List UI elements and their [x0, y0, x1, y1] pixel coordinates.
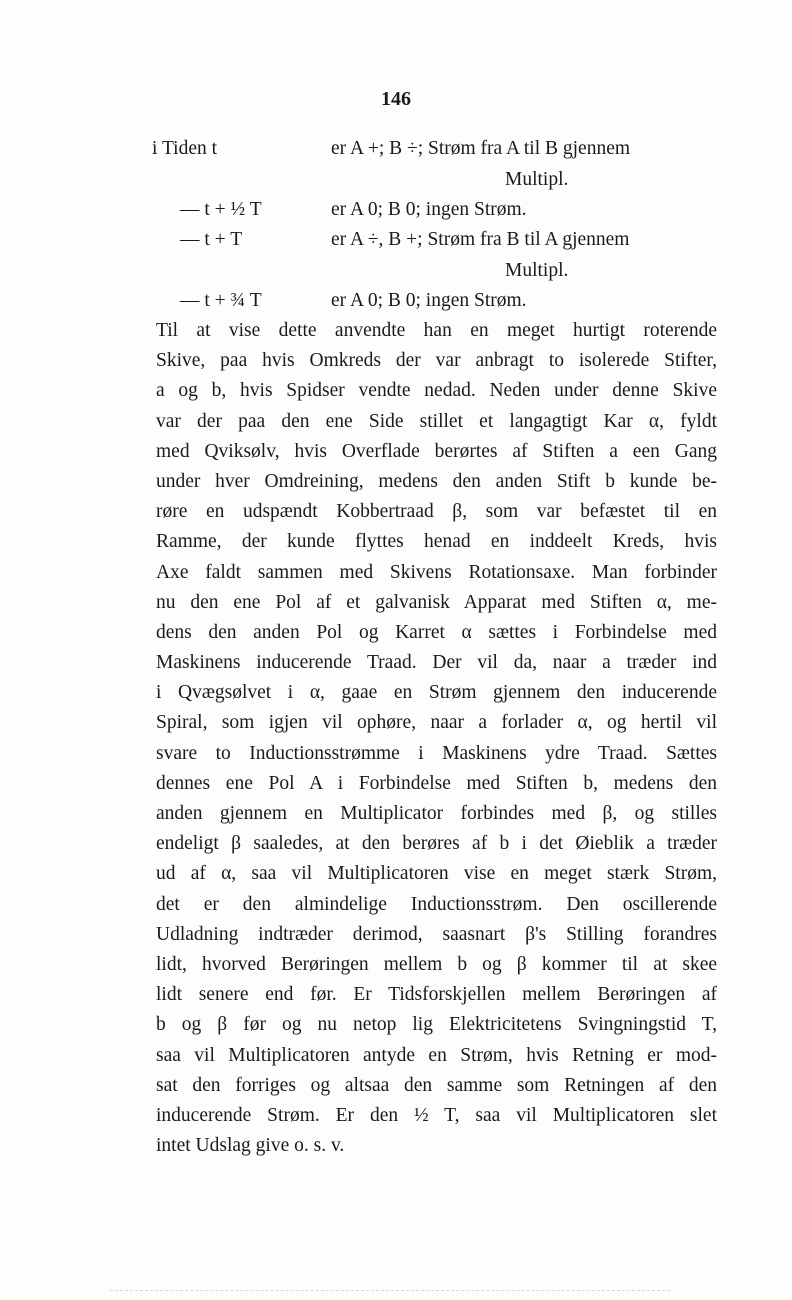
paragraph-line: Spiral, som igjen vil ophøre, naar a forlader α, og hertil vil: [156, 712, 717, 734]
table-row-1-rest: er A +; B ÷; Strøm fra A til B gjennem: [331, 138, 631, 159]
table-row-4-prefix: — t + T: [180, 229, 243, 250]
paragraph-line: var der paa den ene Side stillet et langagtigt Kar α, fyldt: [156, 410, 717, 432]
table-row-6-prefix: — t + ¾ T: [180, 290, 262, 311]
paragraph-line: det er den almindelige Inductionsstrøm. Den oscillerende: [156, 893, 717, 915]
table-row-1-prefix: i Tiden t: [152, 138, 218, 159]
paragraph-line: med Qviksølv, hvis Overflade berørtes af Stiften a een Gang: [156, 440, 717, 462]
table-row-3-prefix: — t + ½ T: [180, 199, 262, 220]
paragraph-line: anden gjennem en Multiplicator forbindes med β, og stilles: [156, 803, 717, 824]
paragraph-line: under hver Omdreining, medens den anden Stift b kunde be-: [156, 470, 717, 492]
paragraph-line: lidt, hvorved Berøringen mellem b og β kommer til at skee: [156, 953, 717, 975]
paragraph-line: sat den forriges og altsaa den samme som Retningen af den: [156, 1074, 717, 1096]
paragraph: [156, 316, 717, 1161]
paragraph-line: røre en udspændt Kobbertraad β, som var befæstet til en: [156, 501, 717, 523]
table-row-3-rest: er A 0; B 0; ingen Strøm.: [331, 199, 527, 220]
paragraph-line: i Qvægsølvet i α, gaae en Strøm gjennem den inducerende: [156, 682, 717, 704]
paragraph-line: Til at vise dette anvendte han en meget hurtigt roterende: [156, 320, 717, 341]
paragraph-line: b og β før og nu netop lig Elektricitetens Svingningstid T,: [156, 1014, 717, 1036]
paragraph-line: ud af α, saa vil Multiplicatoren vise en meget stærk Strøm,: [156, 863, 717, 885]
page-number: 146: [381, 88, 411, 110]
paragraph-line: dennes ene Pol A i Forbindelse med Stiften b, medens den: [156, 772, 717, 794]
paragraph-line: Skive, paa hvis Omkreds der var anbragt to isolerede Stifter,: [156, 350, 717, 372]
table-row-6-rest: er A 0; B 0; ingen Strøm.: [331, 290, 527, 311]
paragraph-line: saa vil Multiplicatoren antyde en Strøm, hvis Retning er mod-: [156, 1044, 717, 1066]
paragraph-line: a og b, hvis Spidser vendte nedad. Neden under denne Skive: [156, 380, 717, 402]
paragraph-line: inducerende Strøm. Er den ½ T, saa vil Multiplicatoren slet: [156, 1104, 717, 1126]
paragraph-line: Axe faldt sammen med Skivens Rotationsaxe. Man forbinder: [156, 561, 717, 583]
paragraph-line: Ramme, der kunde flyttes henad en inddeelt Kreds, hvis: [156, 531, 717, 553]
table-row-4-rest: er A ÷, B +; Strøm fra B til A gjennem: [331, 229, 630, 250]
paragraph-line: endeligt β saaledes, at den berøres af b i det Øieblik a træder: [156, 833, 717, 855]
table-row-5-rest: Multipl.: [505, 260, 569, 281]
paragraph-line: Maskinens inducerende Traad. Der vil da, naar a træder ind: [156, 652, 717, 674]
scan-edge-rule: [110, 1290, 670, 1292]
paragraph-line: nu den ene Pol af et galvanisk Apparat med Stiften α, me-: [156, 591, 717, 613]
paragraph-line: dens den anden Pol og Karret α sættes i Forbindelse med: [156, 621, 717, 643]
paragraph-line: svare to Inductionsstrømme i Maskinens ydre Traad. Sættes: [156, 742, 717, 764]
paragraph-line: lidt senere end før. Er Tidsforskjellen mellem Berøringen af: [156, 984, 717, 1006]
paragraph-line-last: intet Udslag give o. s. v.: [156, 1135, 345, 1157]
table-row-1: [152, 137, 217, 161]
paragraph-line: Udladning indtræder derimod, saasnart β's Stilling forandres: [156, 923, 717, 945]
table-row-2-rest: Multipl.: [505, 169, 569, 190]
